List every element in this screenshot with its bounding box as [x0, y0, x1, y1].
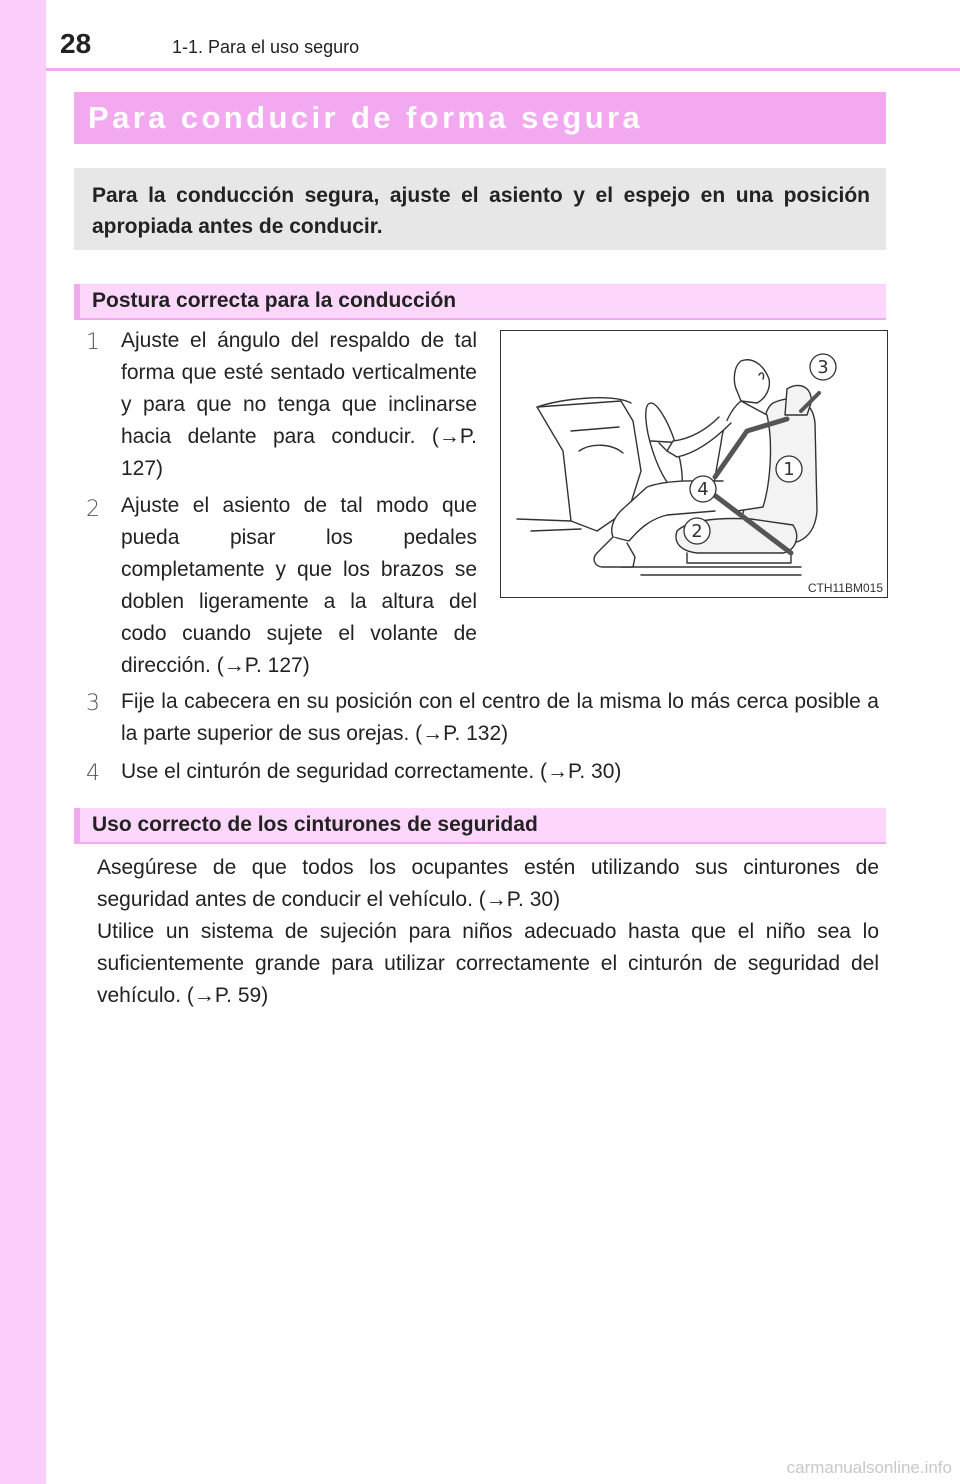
item-text-3: Fije la cabecera en su posición con el centro de la misma lo más cerca posible a la parte superior de sus orejas. (→P. 132): [121, 690, 879, 745]
driving-posture-figure: [500, 330, 888, 598]
paragraph-seatbelt-use: Asegúrese de que todos los ocupantes estén utilizando sus cinturones de seguridad antes de conducir el vehículo. (→P. 30): [97, 856, 879, 911]
item-text-4: Use el cinturón de seguridad correctamente. (→P. 30): [121, 760, 622, 783]
intro-text: Para la conducción segura, ajuste el asiento y el espejo en una posición apropiada antes de conducir.: [92, 184, 870, 238]
item-text-2: Ajuste el asiento de tal modo que pueda pisar los pedales completamente y que los brazos se doblen ligeramente a la altura del codo cuando sujete el volante de dirección. (→P. 127): [121, 494, 477, 677]
subsection-heading-seatbelts: [74, 808, 886, 844]
callout-3: 3: [817, 357, 829, 378]
item-text-1: Ajuste el ángulo del respaldo de tal forma que esté sentado verticalmente y para que no tenga que inclinarse hacia delante para conducir. (→P. 127): [121, 329, 477, 480]
callout-1: 1: [783, 459, 795, 480]
side-tab-strip: [0, 0, 46, 1484]
callout-2: 2: [691, 521, 703, 542]
page-title: Para conducir de forma segura: [88, 100, 644, 135]
subsection-heading-posture: [74, 284, 886, 320]
header-rule: [46, 68, 960, 71]
subsection-heading-text: Postura correcta para la conducción: [92, 289, 457, 312]
callout-4: 4: [697, 479, 709, 500]
subsection-heading-text: Uso correcto de los cinturones de seguridad: [92, 813, 538, 836]
item-number-3: 3: [86, 691, 100, 716]
driver-seat-illustration: [501, 331, 887, 597]
item-number-4: 4: [86, 761, 100, 786]
item-number-1: 1: [86, 330, 100, 355]
watermark: carmanualsonline.info: [786, 1458, 952, 1477]
running-title: 1-1. Para el uso seguro: [172, 37, 360, 57]
item-number-2: 2: [86, 497, 100, 522]
section-title-bar: [74, 92, 886, 144]
figure-code: CTH11BM015: [807, 581, 883, 595]
intro-box: [74, 168, 886, 250]
paragraph-child-restraint: Utilice un sistema de sujeción para niños adecuado hasta que el niño sea lo suficientemente grande para utilizar correctamente el cinturón de seguridad del vehículo. (→P. 59): [97, 920, 879, 1007]
page-number: 28: [60, 28, 92, 59]
